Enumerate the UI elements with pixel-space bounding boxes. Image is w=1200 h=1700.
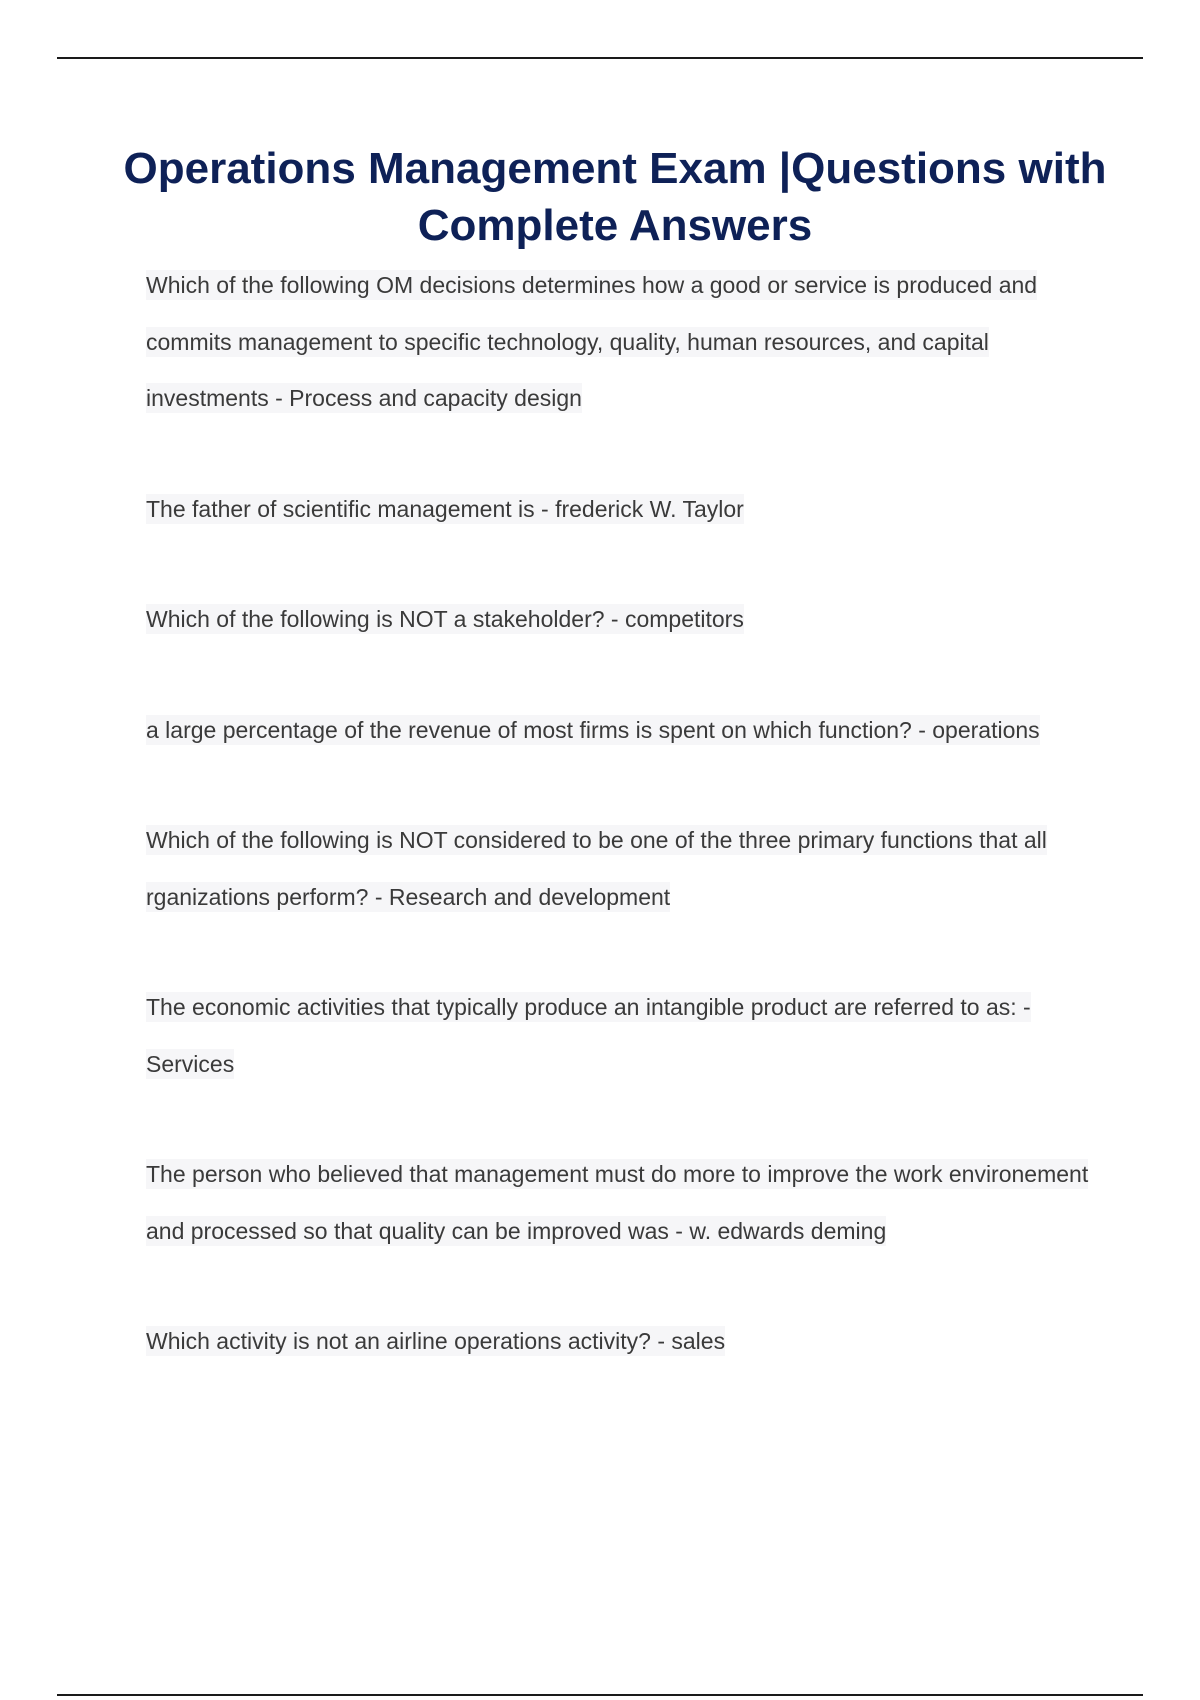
qa-item xyxy=(146,979,1106,1092)
qa-item xyxy=(146,1313,1106,1370)
top-divider xyxy=(57,57,1143,59)
bottom-divider xyxy=(57,1694,1143,1696)
qa-item xyxy=(146,1146,1106,1259)
qa-item xyxy=(146,812,1106,925)
qa-text: The economic activities that typically produce an intangible product are referred to as: - Services xyxy=(146,994,1031,1077)
qa-text: Which of the following OM decisions determines how a good or service is produced and commits management to specific technology, quality, human resources, and capital investments - Process and capacity design xyxy=(146,272,1038,411)
qa-item xyxy=(146,257,1106,427)
qa-text: Which of the following is NOT considered to be one of the three primary functions that all rganizations perform? - Research and development xyxy=(146,827,1047,910)
qa-item xyxy=(146,591,1106,648)
qa-item xyxy=(146,481,1106,538)
qa-text: Which activity is not an airline operations activity? - sales xyxy=(146,1328,726,1354)
qa-list xyxy=(146,257,1106,1424)
qa-text: The father of scientific management is - frederick W. Taylor xyxy=(146,495,744,522)
qa-text: a large percentage of the revenue of most firms is spent on which function? - operations xyxy=(146,716,1040,743)
qa-text: The person who believed that management must do more to improve the work environement and processed so that quality can be improved was - w. edwards deming xyxy=(146,1161,1089,1244)
qa-item xyxy=(146,702,1106,759)
page-title: Operations Management Exam |Questions with Complete Answers xyxy=(123,144,1107,250)
qa-text: Which of the following is NOT a stakeholder? - competitors xyxy=(146,606,744,632)
